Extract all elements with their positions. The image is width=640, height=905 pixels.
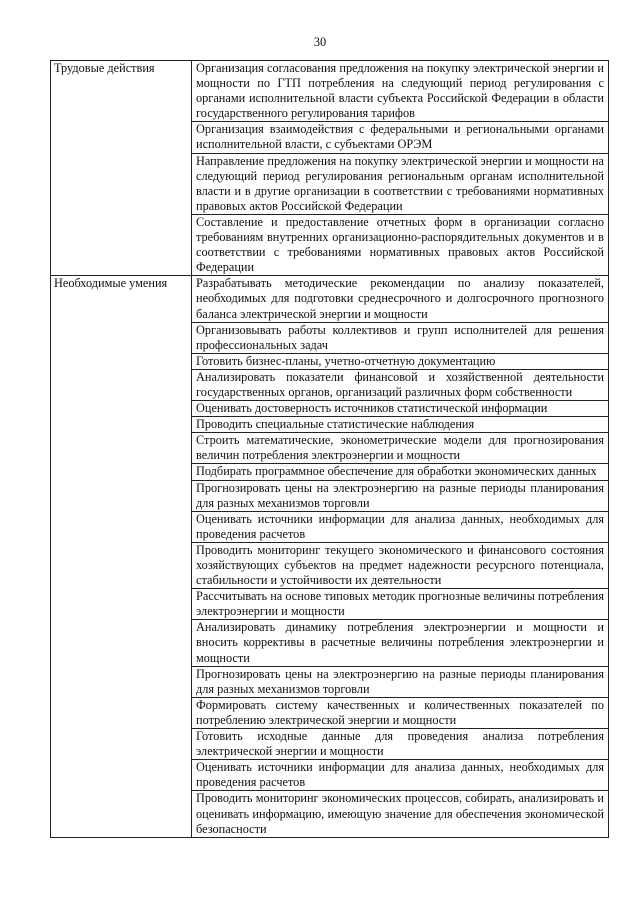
table-cell-item: Оценивать источники информации для анализа данных, необходимых для проведения расчетов (192, 511, 609, 542)
table-cell-item: Прогнозировать цены на электроэнергию на разные периоды планирования для разных механизмов торговли (192, 666, 609, 697)
table-cell-item: Проводить мониторинг текущего экономического и финансового состояния хозяйствующих субъектов на предмет надежности ресурсного потенциала, стабильности и устойчивости их деятельности (192, 542, 609, 588)
table-cell-item: Разрабатывать методические рекомендации по анализу показателей, необходимых для подготовки среднесрочного и долгосрочного прогнозного баланса электрической энергии и мощности (192, 276, 609, 322)
table-cell-item: Организация взаимодействия с федеральными и региональными органами исполнительной власти, с субъектами ОРЭМ (192, 122, 609, 153)
table-cell-item: Прогнозировать цены на электроэнергию на разные периоды планирования для разных механизмов торговли (192, 480, 609, 511)
section-label: Трудовые действия (51, 61, 192, 276)
table-cell-item: Рассчитывать на основе типовых методик прогнозные величины потребления электроэнергии и мощности (192, 589, 609, 620)
table-cell-item: Организация согласования предложения на покупку электрической энергии и мощности по ГТП потребления на следующий период регулирования с органами исполнительной власти субъекта Российской Федерации в области государственного регулирования тарифов (192, 61, 609, 122)
table-cell-item: Анализировать динамику потребления электроэнергии и мощности и вносить коррективы в расчетные величины потребления электроэнергии и мощности (192, 620, 609, 666)
table-cell-item: Направление предложения на покупку электрической энергии и мощности на следующий период регулирования региональным органам исполнительной власти и в другие организации в соответствии с требованиями нормативных правовых актов Российской Федерации (192, 153, 609, 214)
table-cell-item: Строить математические, эконометрические модели для прогнозирования величин потребления электроэнергии и мощности (192, 433, 609, 464)
requirements-table (50, 60, 609, 838)
table-cell-item: Организовывать работы коллективов и групп исполнителей для решения профессиональных задач (192, 322, 609, 353)
table-row (51, 61, 609, 122)
page-number: 30 (313, 35, 327, 49)
table-cell-item: Подбирать программное обеспечение для обработки экономических данных (192, 464, 609, 480)
table-cell-item: Проводить специальные статистические наблюдения (192, 417, 609, 433)
table-cell-item: Анализировать показатели финансовой и хозяйственной деятельности государственных органов, организаций различных форм собственности (192, 369, 609, 400)
table-cell-item: Готовить исходные данные для проведения анализа потребления электрической энергии и мощности (192, 729, 609, 760)
table-cell-item: Оценивать достоверность источников статистической информации (192, 401, 609, 417)
table-cell-item: Составление и предоставление отчетных форм в организации согласно требованиям внутренних организационно-распорядительных документов и в соответствии с требованиями нормативных правовых актов Российской Федерации (192, 214, 609, 275)
table-cell-item: Проводить мониторинг экономических процессов, собирать, анализировать и оценивать информацию, имеющую значение для обеспечения экономической безопасности (192, 791, 609, 837)
requirements-table-body (51, 61, 609, 838)
table-row (51, 276, 609, 322)
table-cell-item: Оценивать источники информации для анализа данных, необходимых для проведения расчетов (192, 760, 609, 791)
table-cell-item: Готовить бизнес-планы, учетно-отчетную документацию (192, 353, 609, 369)
section-label: Необходимые умения (51, 276, 192, 837)
table-cell-item: Формировать систему качественных и количественных показателей по потреблению электрической энергии и мощности (192, 697, 609, 728)
